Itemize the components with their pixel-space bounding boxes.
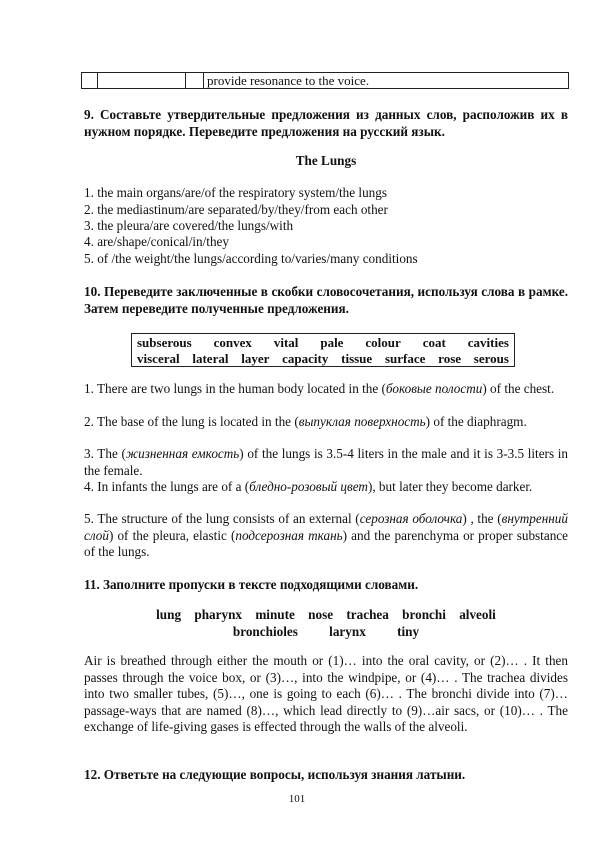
sentence-text: ) of the diaphragm.	[425, 414, 527, 429]
word-list-word: lung	[156, 607, 182, 622]
exercise-11-text: Air is breathed through either the mouth or (1)… into the oral cavity, or (2)… . It then passes through the voice box, or (3)…, into the windpipe, or (4)… . The trachea divides into two smaller tubes, (5)…, one is going to each (6)… . The bronchi divide into (7)… passage-ways that are named (8)…, which lead directly to (9)…air sacs, or (10)… . The exchange of life-giving gases is effected through the walls of the alveoli.	[84, 653, 568, 734]
word-box-word: surface	[384, 351, 426, 366]
page-number: 101	[288, 793, 306, 805]
sentence-text: ) of the chest.	[482, 381, 555, 396]
word-box-word: subserous	[137, 335, 192, 350]
sentence-text: 5. The structure of the lung consists of an external (	[84, 511, 360, 526]
russian-phrase: выпуклая поверхность	[298, 414, 426, 429]
word-list-word: tiny	[397, 624, 420, 639]
russian-phrase: боковые полости	[385, 381, 483, 396]
exercise-10-sentence	[84, 511, 568, 561]
word-box-word: coat	[422, 335, 446, 350]
exercise-10-sentence	[84, 479, 568, 496]
sentence-text: ) of the lungs is 3.5-4 liters in the male and it is 3-3.5 liters in the female.	[84, 446, 568, 478]
exercise-12-heading: 12. Ответьте на следующие вопросы, используя знания латыни.	[84, 767, 466, 782]
word-list-word: minute	[255, 607, 295, 622]
sentence-text: 3. The (	[84, 446, 126, 461]
word-list	[84, 606, 568, 640]
exercise-9-heading: 9. Составьте утвердительные предложения из данных слов, расположив их в нужном порядке. Переведите предложения на русский язык.	[84, 107, 568, 139]
word-box	[131, 333, 515, 367]
table-row	[81, 72, 569, 89]
russian-phrase: бледно-розовый цвет	[249, 479, 368, 494]
table-cell	[98, 73, 186, 88]
word-box-word: rose	[438, 351, 462, 366]
table-cell-text: provide resonance to the voice.	[207, 73, 370, 88]
word-box-word: pale	[320, 335, 344, 350]
table-cell	[186, 73, 204, 88]
sentence-text: 4. In infants the lungs are of a (	[84, 479, 250, 494]
exercise-9-item: 3. the pleura/are covered/the lungs/with	[84, 218, 294, 233]
exercise-9-item: 5. of /the weight/the lungs/according to/varies/many conditions	[84, 251, 418, 266]
word-box-word: capacity	[282, 351, 329, 366]
word-list-word: bronchi	[402, 607, 446, 622]
word-list-word: pharynx	[194, 607, 243, 622]
word-box-word: visceral	[137, 351, 180, 366]
word-box-row	[137, 335, 509, 351]
exercise-10-sentence	[84, 446, 568, 479]
exercise-9-item: 2. the mediastinum/are separated/by/they/from each other	[84, 202, 388, 217]
exercise-10-sentence	[84, 414, 568, 431]
russian-phrase: жизненная емкость	[125, 446, 240, 461]
word-list-word: trachea	[346, 607, 389, 622]
russian-phrase: внутренний слой	[84, 511, 568, 543]
table-cell	[82, 73, 98, 88]
exercise-11-heading: 11. Заполните пропуски в тексте подходящими словами.	[84, 577, 419, 592]
word-box-row	[137, 351, 509, 367]
exercise-9-title: The Lungs	[295, 153, 357, 168]
word-list-word: nose	[308, 607, 334, 622]
exercise-10-sentence	[84, 381, 568, 398]
word-box-word: vital	[273, 335, 299, 350]
exercise-9-item: 4. are/shape/conical/in/they	[84, 234, 230, 249]
exercise-9-item: 1. the main organs/are/of the respiratory system/the lungs	[84, 185, 387, 200]
word-list-word: larynx	[329, 624, 366, 639]
sentence-text: 2. The base of the lung is located in the (	[84, 414, 299, 429]
word-list-row	[84, 606, 568, 623]
word-list-word: alveoli	[459, 607, 496, 622]
sentence-text: ) of the pleura, elastic (	[108, 527, 236, 543]
sentence-text: ) , the (	[462, 511, 502, 526]
word-box-word: layer	[241, 351, 270, 366]
russian-phrase: серозная оболочка	[359, 511, 463, 526]
word-list-word: bronchioles	[232, 624, 298, 639]
word-list-row	[84, 623, 568, 640]
word-box-word: convex	[213, 335, 252, 350]
word-box-word: colour	[365, 335, 401, 350]
sentence-text: ) and the parenchyma or proper substance of the lungs.	[84, 527, 568, 559]
word-box-word: serous	[473, 351, 509, 366]
word-box-word: cavities	[467, 335, 509, 350]
word-box-word: tissue	[341, 351, 373, 366]
sentence-text: ), but later they become darker.	[367, 479, 533, 494]
sentence-text: 1. There are two lungs in the human body located in the (	[84, 381, 386, 396]
russian-phrase: подсерозная ткань	[235, 527, 343, 543]
word-box-word: lateral	[192, 351, 229, 366]
exercise-10-heading: 10. Переведите заключенные в скобки словосочетания, используя слова в рамке. Затем переведите полученные предложения.	[84, 284, 568, 316]
